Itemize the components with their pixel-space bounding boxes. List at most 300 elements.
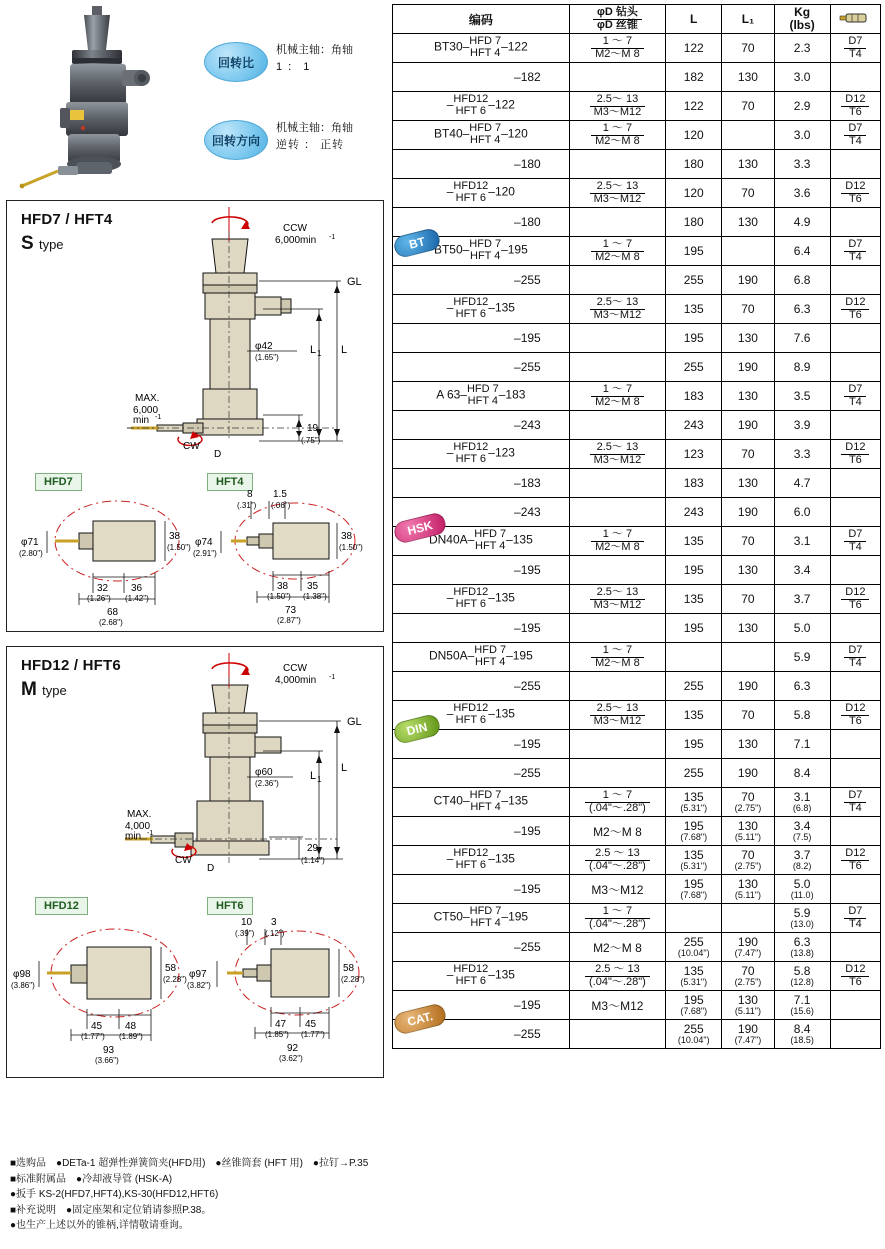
cell-code <box>393 353 570 382</box>
svg-text:45: 45 <box>305 1019 317 1030</box>
cell-weight: 3.4 <box>774 556 830 585</box>
cell-weight: 3.7 <box>774 585 830 614</box>
tap-range: M3～M12 <box>593 453 642 466</box>
svg-text:min: min <box>133 415 150 426</box>
svg-text:(1.14"): (1.14") <box>301 856 325 865</box>
cell-L: 123 <box>666 440 722 469</box>
svg-text:10: 10 <box>241 917 253 928</box>
header-L1: L₁ <box>722 5 774 34</box>
cell-L1: 70 <box>722 295 774 324</box>
cell-weight: 3.3 <box>774 150 830 179</box>
code-model: HFD 7 HFT 4 <box>469 122 502 146</box>
cell-weight: 4.9 <box>774 208 830 237</box>
svg-text:48: 48 <box>125 1021 137 1032</box>
svg-text:(1.50"): (1.50") <box>167 543 191 552</box>
cell-collet <box>830 440 880 469</box>
cell-drill-tap <box>569 295 665 324</box>
cell-drill-tap <box>569 527 665 556</box>
cell-code <box>393 614 570 643</box>
code-suffix: –180 <box>514 215 541 229</box>
cell-code <box>393 382 570 411</box>
svg-text:(1.89"): (1.89") <box>119 1032 143 1041</box>
code-prefix: CT40– <box>433 794 470 809</box>
svg-text:(1.77"): (1.77") <box>81 1032 105 1041</box>
svg-text:(2.80"): (2.80") <box>19 549 43 558</box>
collet-tap: T6 <box>848 714 862 727</box>
svg-text:-1: -1 <box>155 414 162 421</box>
cell-L: 255 (10.04") <box>666 933 722 962</box>
table-row <box>393 614 881 643</box>
svg-text:-1: -1 <box>329 674 336 681</box>
svg-text:(2.28"): (2.28") <box>163 975 187 984</box>
panel-m-type-letter: M <box>21 679 37 700</box>
cell-collet <box>830 498 880 527</box>
cell-weight: 3.7 (8.2) <box>774 846 830 875</box>
svg-text:(3.82"): (3.82") <box>187 981 211 990</box>
svg-text:38: 38 <box>169 531 181 542</box>
cell-L1: 130 (5.11") <box>722 991 774 1020</box>
code-model: HFD12 HFT 6 <box>453 586 489 610</box>
code-suffix: –195 <box>514 882 541 896</box>
cell-collet <box>830 904 880 933</box>
cell-drill-tap <box>569 237 665 266</box>
code-suffix: –183 <box>498 388 526 403</box>
code-suffix: –120 <box>488 185 515 200</box>
cell-L1: 190 (7.47") <box>722 933 774 962</box>
cell-collet <box>830 63 880 92</box>
table-row <box>393 324 881 353</box>
table-row <box>393 904 881 933</box>
m-gl-label: GL <box>347 716 362 728</box>
svg-text:38: 38 <box>341 531 353 542</box>
cell-L: 135 <box>666 701 722 730</box>
angle-head-tool-photo <box>14 4 194 194</box>
footer-notes <box>10 1156 390 1234</box>
code-prefix: – <box>446 301 454 316</box>
svg-text:19: 19 <box>307 423 319 434</box>
code-model: HFD12 HFT 6 <box>453 702 489 726</box>
cell-weight: 8.9 <box>774 353 830 382</box>
cell-collet <box>830 933 880 962</box>
cell-collet <box>830 92 880 121</box>
svg-text:(1.50"): (1.50") <box>267 592 291 601</box>
collet-drill: D12 <box>841 703 869 716</box>
cell-drill-tap <box>569 672 665 701</box>
tap-range: (.04"～.28") <box>589 917 646 930</box>
panel-m-title: HFD12 / HFT6 <box>21 657 121 674</box>
cell-L <box>666 904 722 933</box>
code-suffix: –195 <box>501 243 528 258</box>
svg-text:35: 35 <box>307 581 319 592</box>
cell-L1 <box>722 237 774 266</box>
group-tag-bt-label: BT <box>407 234 427 252</box>
s-l-label: L <box>341 344 348 356</box>
cell-L: 195 (7.68") <box>666 991 722 1020</box>
table-row <box>393 179 881 208</box>
cell-drill-tap <box>569 179 665 208</box>
label-hfd12-text: HFD12 <box>44 900 79 912</box>
note-2: ●扳手 KS-2(HFD7,HFT4),KS-30(HFD12,HFT6) <box>10 1189 219 1200</box>
cell-code <box>393 817 570 846</box>
m-max-label: MAX. <box>127 809 152 820</box>
m-cw-label: CW <box>175 855 192 866</box>
table-row <box>393 295 881 324</box>
cell-L: 135 (5.31") <box>666 788 722 817</box>
cell-drill-tap <box>569 498 665 527</box>
cell-weight: 3.0 <box>774 121 830 150</box>
cell-drill-tap <box>569 121 665 150</box>
code-suffix: –195 <box>501 910 529 925</box>
cell-L1: 130 (5.11") <box>722 875 774 904</box>
code-suffix: –122 <box>501 40 528 55</box>
note-1: ■标准附属品 ●冷却液导管 (HSK-A) <box>10 1173 173 1185</box>
svg-text:(1.65"): (1.65") <box>255 353 279 362</box>
svg-text:38: 38 <box>277 581 289 592</box>
svg-text:(1.85"): (1.85") <box>265 1030 289 1039</box>
svg-text:(3.62"): (3.62") <box>279 1054 303 1063</box>
cell-drill-tap <box>569 324 665 353</box>
cell-weight: 3.0 <box>774 63 830 92</box>
cell-L1: 130 <box>722 730 774 759</box>
cell-drill-tap <box>569 730 665 759</box>
cell-collet <box>830 788 880 817</box>
svg-text:(1.42"): (1.42") <box>125 594 149 603</box>
m-d-label: D <box>207 863 215 874</box>
cell-L1: 70 (2.75") <box>722 788 774 817</box>
tap-range: M3～M12 <box>591 998 644 1013</box>
cell-drill-tap <box>569 382 665 411</box>
panel-s-title: HFD7 / HFT4 <box>21 211 113 228</box>
collet-drill: D12 <box>841 442 869 455</box>
code-suffix: –135 <box>488 707 515 722</box>
group-tag-din-label: DIN <box>405 719 429 739</box>
cell-L: 195 (7.68") <box>666 875 722 904</box>
cell-weight: 7.1 (15.6) <box>774 991 830 1020</box>
cell-drill-tap <box>569 701 665 730</box>
cell-collet <box>830 730 880 759</box>
cell-weight: 5.9 (13.0) <box>774 904 830 933</box>
cell-L: 255 <box>666 353 722 382</box>
code-suffix: –195 <box>514 998 541 1012</box>
cell-weight: 5.8 <box>774 701 830 730</box>
code-suffix: –243 <box>514 418 541 432</box>
collet-tap: T6 <box>848 598 862 611</box>
cell-weight: 3.1 <box>774 527 830 556</box>
spec-table-header-row <box>393 5 881 34</box>
tap-range: M2～M 8 <box>595 395 640 408</box>
svg-text:(3.86"): (3.86") <box>11 981 35 990</box>
svg-text:(3.66"): (3.66") <box>95 1056 119 1065</box>
cell-L1: 190 <box>722 672 774 701</box>
table-row <box>393 150 881 179</box>
table-row <box>393 730 881 759</box>
panel-s-type-suffix: type <box>38 237 64 252</box>
cell-weight: 6.3 (13.8) <box>774 933 830 962</box>
collet-tap: T6 <box>848 975 862 988</box>
code-model: HFD 7 HFT 4 <box>474 528 507 552</box>
rotation-direction-line2: 逆转 ： 正转 <box>276 138 345 151</box>
tap-range: M3～M12 <box>593 714 642 727</box>
table-row <box>393 585 881 614</box>
collet-drill: D7 <box>844 239 866 252</box>
code-model: HFD12 HFT 6 <box>453 296 489 320</box>
cell-drill-tap <box>569 817 665 846</box>
collet-icon <box>838 10 872 26</box>
cell-L1: 190 <box>722 759 774 788</box>
code-prefix: – <box>446 185 454 200</box>
cell-code <box>393 34 570 63</box>
svg-text:58: 58 <box>343 963 355 974</box>
cell-L: 195 <box>666 324 722 353</box>
code-prefix: CT50– <box>433 910 470 925</box>
cell-collet <box>830 759 880 788</box>
svg-text:73: 73 <box>285 605 297 616</box>
svg-text:(.31"): (.31") <box>237 501 257 510</box>
collet-tap: T6 <box>848 192 862 205</box>
cell-weight: 5.8 (12.8) <box>774 962 830 991</box>
cell-L1 <box>722 121 774 150</box>
cell-weight: 5.0 (11.0) <box>774 875 830 904</box>
cell-weight: 7.1 <box>774 730 830 759</box>
cell-L1: 70 <box>722 34 774 63</box>
cell-L: 183 <box>666 469 722 498</box>
collet-tap: T4 <box>848 47 862 60</box>
cell-code <box>393 585 570 614</box>
tap-range: (.04"～.28") <box>589 859 646 872</box>
cell-L1: 190 (7.47") <box>722 1020 774 1049</box>
code-prefix: – <box>446 446 454 461</box>
cell-L: 195 (7.68") <box>666 817 722 846</box>
code-suffix: –195 <box>514 824 541 838</box>
svg-text:29: 29 <box>307 843 319 854</box>
collet-drill: D7 <box>844 645 866 658</box>
cell-collet <box>830 179 880 208</box>
svg-text:L: L <box>341 762 348 774</box>
code-prefix: DN40A– <box>428 533 475 548</box>
code-model: HFD 7 HFT 4 <box>469 789 502 813</box>
svg-text:(1.77"): (1.77") <box>301 1030 325 1039</box>
code-model: HFD 7 HFT 4 <box>466 383 499 407</box>
cell-L: 195 <box>666 237 722 266</box>
table-row <box>393 788 881 817</box>
cell-weight: 6.0 <box>774 498 830 527</box>
cell-code <box>393 875 570 904</box>
m-ccw-label: CCW <box>283 663 307 674</box>
collet-tap: T4 <box>848 540 862 553</box>
cell-L1: 70 (2.75") <box>722 846 774 875</box>
tap-range: M3～M12 <box>591 882 644 897</box>
cell-drill-tap <box>569 585 665 614</box>
code-suffix: –122 <box>488 98 515 113</box>
cell-L1 <box>722 904 774 933</box>
cell-collet <box>830 411 880 440</box>
cell-drill-tap <box>569 614 665 643</box>
code-prefix: DN50A– <box>428 649 475 664</box>
rotation-ratio-bubble <box>204 42 268 82</box>
svg-text:8: 8 <box>247 489 253 500</box>
rotation-ratio-line1: 机械主轴：角轴 <box>276 44 353 56</box>
code-model: HFD12 HFT 6 <box>453 847 489 871</box>
header-weight-kg: Kg <box>794 4 811 19</box>
code-suffix: –180 <box>514 157 541 171</box>
panel-m-type-suffix: type <box>42 683 67 698</box>
s-phi42: φ42 <box>255 341 273 352</box>
svg-text:93: 93 <box>103 1045 115 1056</box>
cell-weight: 3.9 <box>774 411 830 440</box>
cell-drill-tap <box>569 904 665 933</box>
collet-drill: D7 <box>844 529 866 542</box>
collet-drill: D12 <box>841 848 869 861</box>
cell-collet <box>830 382 880 411</box>
cell-L: 135 (5.31") <box>666 962 722 991</box>
cell-collet <box>830 614 880 643</box>
table-row <box>393 237 881 266</box>
collet-drill: D7 <box>844 36 866 49</box>
cell-L: 135 <box>666 527 722 556</box>
code-suffix: –120 <box>501 127 528 142</box>
cell-L: 255 <box>666 759 722 788</box>
table-row <box>393 643 881 672</box>
cell-drill-tap <box>569 759 665 788</box>
cell-L1: 70 <box>722 179 774 208</box>
cell-collet <box>830 556 880 585</box>
svg-text:L: L <box>310 770 317 782</box>
cell-drill-tap <box>569 469 665 498</box>
svg-text:min: min <box>125 831 142 842</box>
s-max-label: MAX. <box>135 393 160 404</box>
tap-range: M3～M12 <box>593 598 642 611</box>
cell-L: 182 <box>666 63 722 92</box>
cell-L1: 190 <box>722 353 774 382</box>
s-gl-label: GL <box>347 276 362 288</box>
tap-range: (.04"～.28") <box>589 975 646 988</box>
cell-code <box>393 295 570 324</box>
header-drill-tap <box>569 5 665 34</box>
cell-weight: 2.3 <box>774 34 830 63</box>
code-suffix: –135 <box>488 301 515 316</box>
cell-drill-tap <box>569 933 665 962</box>
cell-L: 183 <box>666 382 722 411</box>
code-model: HFD 7 HFT 4 <box>469 238 502 262</box>
cell-code <box>393 759 570 788</box>
cell-L: 255 <box>666 266 722 295</box>
code-prefix: BT50– <box>433 243 470 258</box>
collet-tap: T4 <box>848 395 862 408</box>
svg-text:(.12"): (.12") <box>265 929 285 938</box>
svg-text:36: 36 <box>131 583 143 594</box>
left-column <box>0 0 390 1249</box>
drill-range: 1 ～ 7 <box>591 123 644 136</box>
cell-drill-tap <box>569 92 665 121</box>
table-row <box>393 266 881 295</box>
header-collet <box>830 5 880 34</box>
collet-drill: D7 <box>844 384 866 397</box>
cell-code <box>393 962 570 991</box>
drill-range: 1 ～ 7 <box>591 529 644 542</box>
svg-text:3: 3 <box>271 917 277 928</box>
rotation-ratio-label: 回转比 <box>217 55 254 70</box>
code-suffix: –183 <box>514 476 541 490</box>
m-phi60: φ60 <box>255 767 273 778</box>
cell-L: 120 <box>666 121 722 150</box>
cell-collet <box>830 672 880 701</box>
panel-s-diagram <box>7 201 385 633</box>
cell-L1: 130 <box>722 469 774 498</box>
cell-L1: 70 <box>722 527 774 556</box>
collet-tap: T6 <box>848 308 862 321</box>
code-suffix: –195 <box>506 649 533 664</box>
cell-code <box>393 92 570 121</box>
svg-text:(2.87"): (2.87") <box>277 616 301 625</box>
cell-collet <box>830 34 880 63</box>
cell-code <box>393 121 570 150</box>
cell-code <box>393 440 570 469</box>
svg-text:1: 1 <box>317 775 322 784</box>
table-row <box>393 817 881 846</box>
cell-weight: 6.4 <box>774 237 830 266</box>
table-row <box>393 92 881 121</box>
cell-code <box>393 846 570 875</box>
cell-weight: 6.3 <box>774 295 830 324</box>
code-suffix: –135 <box>488 968 515 983</box>
cell-weight: 2.9 <box>774 92 830 121</box>
tap-range: (.04"～.28") <box>589 801 646 814</box>
cell-L: 195 <box>666 730 722 759</box>
cell-L1: 70 <box>722 92 774 121</box>
svg-text:(1.38"): (1.38") <box>303 592 327 601</box>
code-model: HFD12 HFT 6 <box>453 963 489 987</box>
cell-collet <box>830 817 880 846</box>
cell-weight: 4.7 <box>774 469 830 498</box>
svg-text:φ97: φ97 <box>189 969 207 980</box>
rotation-ratio-line2: 1 ： 1 <box>276 60 311 73</box>
collet-drill: D7 <box>844 123 866 136</box>
code-model: HFD 7 HFT 4 <box>469 35 502 59</box>
code-suffix: –195 <box>514 621 541 635</box>
cell-weight: 6.3 <box>774 672 830 701</box>
code-suffix: –135 <box>488 591 515 606</box>
cell-code <box>393 324 570 353</box>
cell-L1: 70 (2.75") <box>722 962 774 991</box>
table-row <box>393 933 881 962</box>
tap-range: M2～M 8 <box>595 134 640 147</box>
panel-m-diagram <box>7 647 385 1079</box>
svg-text:(2.68"): (2.68") <box>99 618 123 627</box>
cell-L1 <box>722 643 774 672</box>
svg-text:(2.28"): (2.28") <box>341 975 365 984</box>
tap-range: M3～M12 <box>593 105 642 118</box>
cell-weight: 5.9 <box>774 643 830 672</box>
panel-m-type <box>6 646 384 1078</box>
svg-text:1.5: 1.5 <box>273 489 287 500</box>
cell-L1: 130 <box>722 614 774 643</box>
code-suffix: –195 <box>514 737 541 751</box>
code-model: HFD12 HFT 6 <box>453 180 489 204</box>
cell-L: 122 <box>666 34 722 63</box>
cell-collet <box>830 324 880 353</box>
cell-collet <box>830 527 880 556</box>
drill-range: 1 ～ 7 <box>585 790 650 803</box>
code-model: HFD 7 HFT 4 <box>474 644 507 668</box>
drill-range: 1 ～ 7 <box>591 36 644 49</box>
code-suffix: –255 <box>514 766 541 780</box>
code-suffix: –255 <box>514 1027 541 1041</box>
svg-text:φ74: φ74 <box>195 537 213 548</box>
cell-collet <box>830 962 880 991</box>
code-prefix: – <box>446 591 454 606</box>
collet-tap: T4 <box>848 134 862 147</box>
svg-text:(.39"): (.39") <box>235 929 255 938</box>
